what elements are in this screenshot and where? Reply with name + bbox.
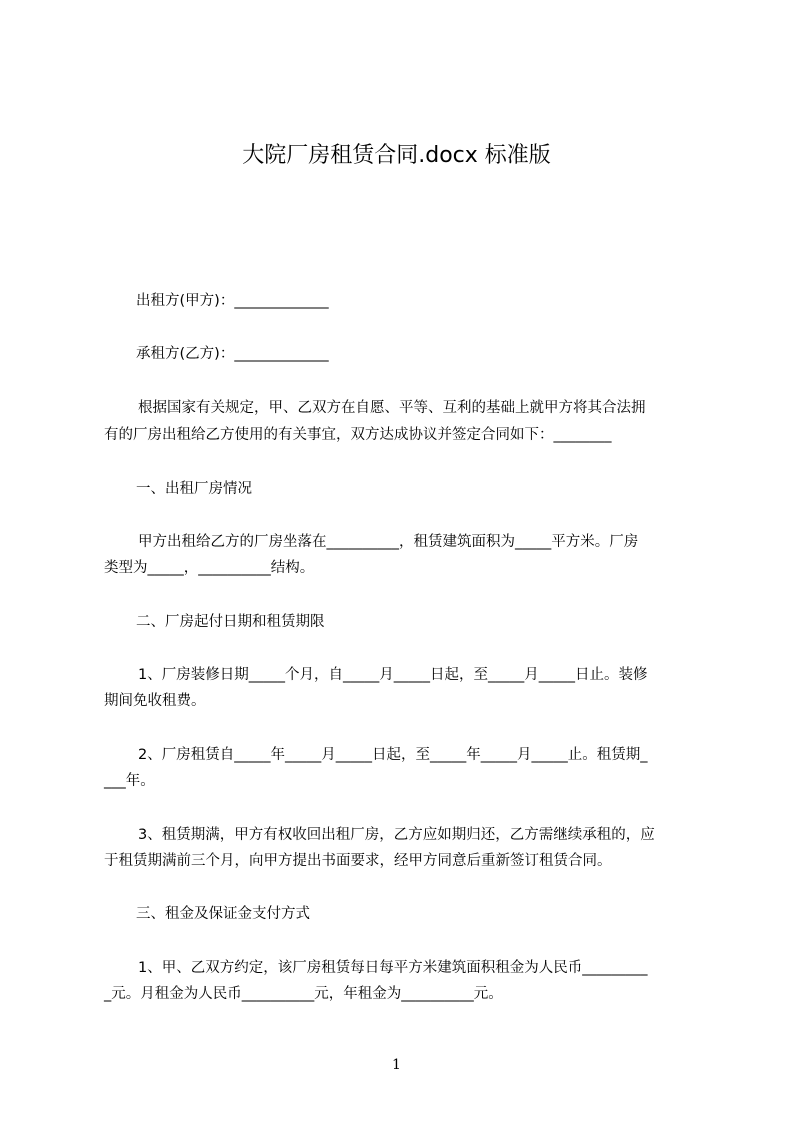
lessee-line: 承租方(乙方)：_____________ [136,346,329,362]
preamble-line-2: 有的厂房出租给乙方使用的有关事宜，双方达成协议并签定合同如下：________ [104,427,612,443]
preamble-line-1: 根据国家有关规定，甲、乙双方在自愿、平等、互利的基础上就甲方将其合法拥 [138,400,646,416]
clause2-2-line-1: 2、厂房租赁自_____年_____月_____日起，至_____年_____月_____止。租赁期_ [138,747,648,763]
section1-line-2: 类型为_____，__________结构。 [104,560,315,576]
section-heading-2: 二、厂房起付日期和租赁期限 [136,614,325,630]
clause2-2-line-2: ___年。 [104,773,155,789]
page-number: 1 [392,1057,401,1073]
section-heading-3: 三、租金及保证金支付方式 [136,906,310,922]
clause2-3-line-2: 于租赁期满前三个月，向甲方提出书面要求，经甲方同意后重新签订租赁合同。 [104,853,612,869]
lessor-line: 出租方(甲方)：_____________ [136,293,329,309]
clause3-1-line-2: _元。月租金为人民币__________元，年租金为__________元。 [104,986,503,1002]
clause2-1-line-1: 1、厂房装修日期_____个月，自_____月_____日起，至_____月_____日止。装修 [138,667,648,683]
section-heading-1: 一、出租厂房情况 [136,481,252,497]
clause2-3-line-1: 3、租赁期满，甲方有权收回出租厂房，乙方应如期归还，乙方需继续承租的，应 [138,827,655,843]
document-title: 大院厂房租赁合同.docx 标准版 [242,143,551,168]
section1-line-1: 甲方出租给乙方的厂房坐落在__________，租赁建筑面积为_____平方米。厂房 [138,534,639,550]
clause3-1-line-1: 1、甲、乙双方约定，该厂房租赁每日每平方米建筑面积租金为人民币_________ [138,960,648,976]
clause2-1-line-2: 期间免收租费。 [104,693,206,709]
